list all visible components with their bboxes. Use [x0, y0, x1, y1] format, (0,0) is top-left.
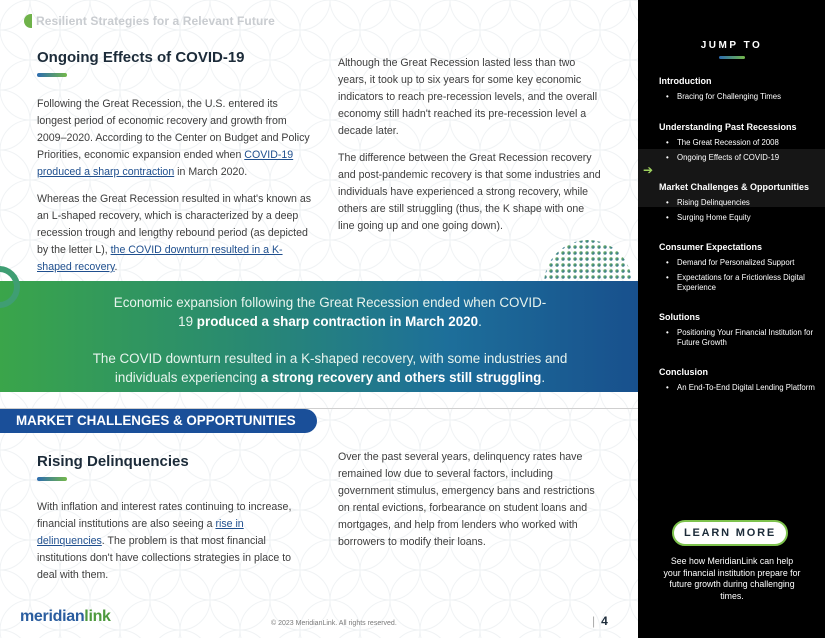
section-tab-market-challenges: MARKET CHALLENGES & OPPORTUNITIES: [0, 409, 317, 433]
page-separator: |: [592, 614, 596, 628]
covid-column-left: [37, 96, 312, 286]
nav-item-frictionless-experience[interactable]: • Expectations for a Frictionless Digital Experience: [659, 273, 819, 293]
nav-heading-solutions[interactable]: Solutions: [659, 312, 700, 322]
header-mark-icon: [24, 14, 32, 28]
nav-item-rising-delinquencies[interactable]: • Rising Delinquencies: [659, 198, 819, 208]
covid-p2-text: Whereas the Great Recession resulted in what's known as an L-shaped recovery, which is characterized by a deep recession trough and lengthy rebound period (as depicted by the letter L),: [37, 193, 312, 256]
nav-item-great-recession[interactable]: • The Great Recession of 2008: [659, 138, 819, 148]
nav-item-home-equity[interactable]: • Surging Home Equity: [659, 213, 819, 223]
nav-group-past-recessions: [659, 122, 819, 168]
nav-item-lending-platform[interactable]: • An End-To-End Digital Lending Platform: [659, 383, 819, 393]
link-sharp-contraction[interactable]: COVID-19 produced a sharp contraction: [37, 149, 294, 178]
covid-p1-end: in March 2020.: [174, 166, 248, 178]
current-section-arrow-icon: ➔: [643, 163, 654, 177]
nav-heading-introduction[interactable]: Introduction: [659, 76, 712, 86]
nav-group-solutions: [659, 312, 819, 353]
jump-to-heading: JUMP TO: [700, 40, 763, 51]
banner-q2-text: The COVID downturn resulted in a K-shaped recovery, with some industries and individuals experiencing: [92, 351, 568, 385]
page-number: [592, 614, 608, 628]
nav-group-consumer-expectations: [659, 242, 819, 298]
covid-p2-end: .: [114, 261, 118, 273]
link-k-shaped-recovery[interactable]: the COVID downturn resulted in a K-shaped recovery: [37, 244, 283, 273]
covid-p1-text: Following the Great Recession, the U.S. entered its longest period of economic recovery and growth from 2009–2020. According to the Center on Budget and Policy Priorities, economic expansion ended when: [37, 98, 310, 161]
banner-q1-bold: produced a sharp contraction in March 2020: [196, 314, 479, 329]
logo-text-link: link: [84, 608, 111, 625]
quote-banner: [0, 281, 638, 392]
nav-item-bracing[interactable]: • Bracing for Challenging Times: [659, 92, 819, 102]
delinquency-p1-text: With inflation and interest rates continuing to increase, financial institutions are also seeing a: [37, 501, 292, 530]
page-number-value: 4: [601, 614, 608, 628]
banner-quote-2: [0, 349, 660, 387]
banner-q2-bold: a strong recovery and others still struggling: [260, 370, 542, 385]
document-title: Resilient Strategies for a Relevant Future: [36, 14, 275, 28]
recession-paragraph: Although the Great Recession lasted less than two years, it took up to six years for some key economic indicators to reach pre-recession levels, and the overall economy still hadn't reached its pre-recession level a decade later.: [338, 57, 598, 137]
banner-quote-1: [0, 293, 660, 331]
nav-item-personalized-support[interactable]: • Demand for Personalized Support: [659, 258, 819, 268]
logo-text-meridian: meridian: [20, 608, 85, 625]
title-accent-bar: [37, 73, 67, 77]
page-header: [24, 14, 275, 28]
difference-paragraph: The difference between the Great Recession recovery and post-pandemic recovery is that some industries and individuals have experienced a strong recovery, while others are still struggling (thus, the K shape with one line going up and one going down).: [338, 152, 601, 232]
jump-to-sidebar: [638, 0, 825, 638]
nav-group-conclusion: [659, 367, 819, 398]
delinquency-p1-end: . The problem is that most financial institutions don't have collections strategies in place to deal with them.: [37, 535, 292, 581]
banner-q1-end: .: [478, 314, 482, 329]
nav-heading-consumer-expectations[interactable]: Consumer Expectations: [659, 242, 763, 252]
nav-item-positioning[interactable]: • Positioning Your Financial Institution for Future Growth: [659, 328, 819, 348]
banner-q1-text: Economic expansion following the Great Recession ended when COVID-19: [113, 295, 547, 329]
delinquency-column-left: [37, 499, 295, 594]
nav-heading-market-challenges[interactable]: Market Challenges & Opportunities: [659, 182, 810, 192]
nav-group-introduction: [659, 76, 819, 107]
delinquency-column-right: [338, 449, 600, 561]
banner-q2-end: .: [541, 370, 546, 385]
covid-paragraph-2: [37, 191, 312, 276]
delinquency-paragraph-1: [37, 499, 295, 584]
delinquency-paragraph-2: Over the past several years, delinquency rates have remained low due to several factors, including government stimulus, emergency bans and restrictions on rental evictions, forbearance on student loans and mortgages, and help from lenders who worked with borrowers to modify their loans.: [338, 451, 595, 548]
nav-heading-conclusion[interactable]: Conclusion: [659, 367, 708, 377]
covid-column-right: [338, 55, 603, 245]
covid-paragraph-1: [37, 96, 312, 181]
title-accent-bar: [37, 477, 67, 481]
learn-more-description: See how MeridianLink can help your financial institution prepare for future growth during challenging times.: [663, 556, 801, 601]
jump-to-accent-bar: [719, 56, 745, 59]
nav-group-market-challenges: [659, 182, 819, 228]
copyright-text: © 2023 MeridianLink. All rights reserved.: [271, 620, 397, 627]
nav-heading-past-recessions[interactable]: Understanding Past Recessions: [659, 122, 797, 132]
link-rise-in-delinquencies[interactable]: rise in delinquencies: [37, 518, 244, 547]
nav-item-covid-effects[interactable]: • Ongoing Effects of COVID-19: [659, 153, 819, 163]
section-title-covid: Ongoing Effects of COVID-19: [37, 49, 245, 66]
section-title-delinquencies: Rising Delinquencies: [37, 453, 189, 470]
meridianlink-logo[interactable]: [20, 608, 111, 626]
learn-more-button[interactable]: LEARN MORE: [672, 520, 788, 546]
